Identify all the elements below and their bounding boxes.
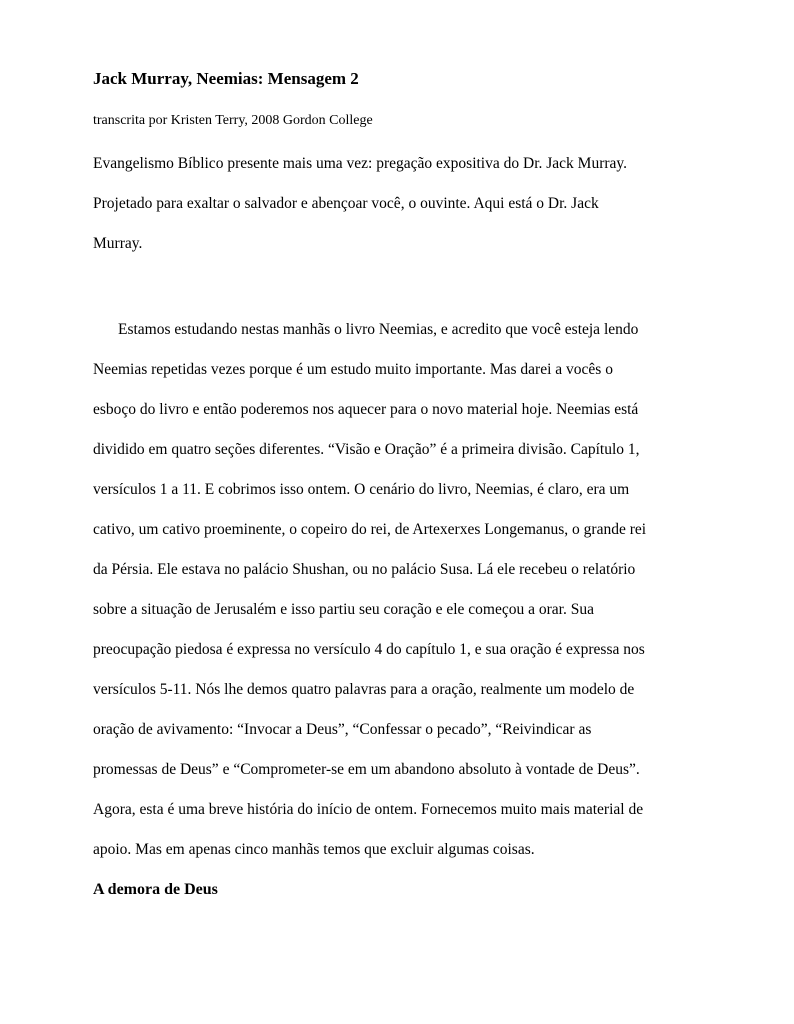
section-heading: A demora de Deus [93,881,218,898]
paragraph-line: apoio. Mas em apenas cinco manhãs temos que excluir algumas coisas. [93,841,535,858]
paragraph-line: oração de avivamento: “Invocar a Deus”, “Confessar o pecado”, “Reivindicar as [93,721,592,738]
paragraph-line: promessas de Deus” e “Comprometer-se em um abandono absoluto à vontade de Deus”. [93,761,640,778]
paragraph-line: dividido em quatro seções diferentes. “Visão e Oração” é a primeira divisão. Capítulo 1, [93,441,640,458]
paragraph-line: sobre a situação de Jerusalém e isso partiu seu coração e ele começou a orar. Sua [93,601,594,618]
paragraph-line: esboço do livro e então poderemos nos aquecer para o novo material hoje. Neemias está [93,401,639,418]
paragraph-line: versículos 1 a 11. E cobrimos isso ontem. O cenário do livro, Neemias, é claro, era um [93,481,630,498]
intro-line: Evangelismo Bíblico presente mais uma vez: pregação expositiva do Dr. Jack Murray. [93,155,628,172]
paragraph-line: cativo, um cativo proeminente, o copeiro do rei, de Artexerxes Longemanus, o grande rei [93,521,647,538]
document-title: Jack Murray, Neemias: Mensagem 2 [93,69,359,88]
paragraph-line: Estamos estudando nestas manhãs o livro Neemias, e acredito que você esteja lendo [118,321,639,338]
paragraph-line: da Pérsia. Ele estava no palácio Shushan, ou no palácio Susa. Lá ele recebeu o relatório [93,561,636,578]
paragraph-line: Agora, esta é uma breve história do início de ontem. Fornecemos muito mais material de [93,801,644,818]
paragraph-line: Neemias repetidas vezes porque é um estudo muito importante. Mas darei a vocês o [93,361,613,378]
paragraph-line: versículos 5-11. Nós lhe demos quatro palavras para a oração, realmente um modelo de [93,681,635,698]
byline: transcrita por Kristen Terry, 2008 Gordon College [93,113,373,128]
paragraph-spacer [93,264,754,310]
paragraph-line: preocupação piedosa é expressa no versículo 4 do capítulo 1, e sua oração é expressa nos [93,641,645,658]
intro-line: Projetado para exaltar o salvador e abençoar você, o ouvinte. Aqui está o Dr. Jack [93,195,599,212]
intro-line: Murray. [93,235,143,252]
